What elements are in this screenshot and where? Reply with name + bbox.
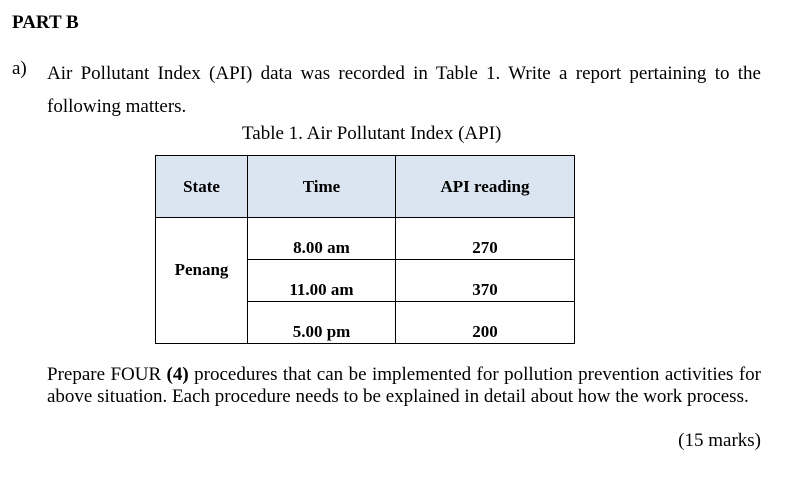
api-cell: 370 [396,260,575,302]
time-cell: 11.00 am [248,260,396,302]
table-row [156,218,575,260]
task-text [47,364,761,408]
task-text-end: procedures that can be implemented for pollution prevention activities for above situation. Each procedure needs to be explained in detail about how the work process. [47,364,762,407]
api-cell: 270 [396,218,575,260]
state-cell: Penang [156,218,248,344]
table-caption: Table 1. Air Pollutant Index (API) [242,123,502,144]
api-cell: 200 [396,302,575,344]
time-cell: 8.00 am [248,218,396,260]
section-title: PART B [12,12,79,33]
header-time: Time [248,156,396,218]
time-cell: 5.00 pm [248,302,396,344]
header-state: State [156,156,248,218]
api-table [155,155,575,344]
question-text: Air Pollutant Index (API) data was recorded in Table 1. Write a report pertaining to the following matters. [47,63,761,117]
table-header-row [156,156,575,218]
header-api-reading: API reading [396,156,575,218]
task-count: (4) [166,364,189,385]
marks-label: (15 marks) [678,430,761,451]
question-label: a) [12,58,27,79]
task-text-start: Prepare FOUR [47,364,167,385]
